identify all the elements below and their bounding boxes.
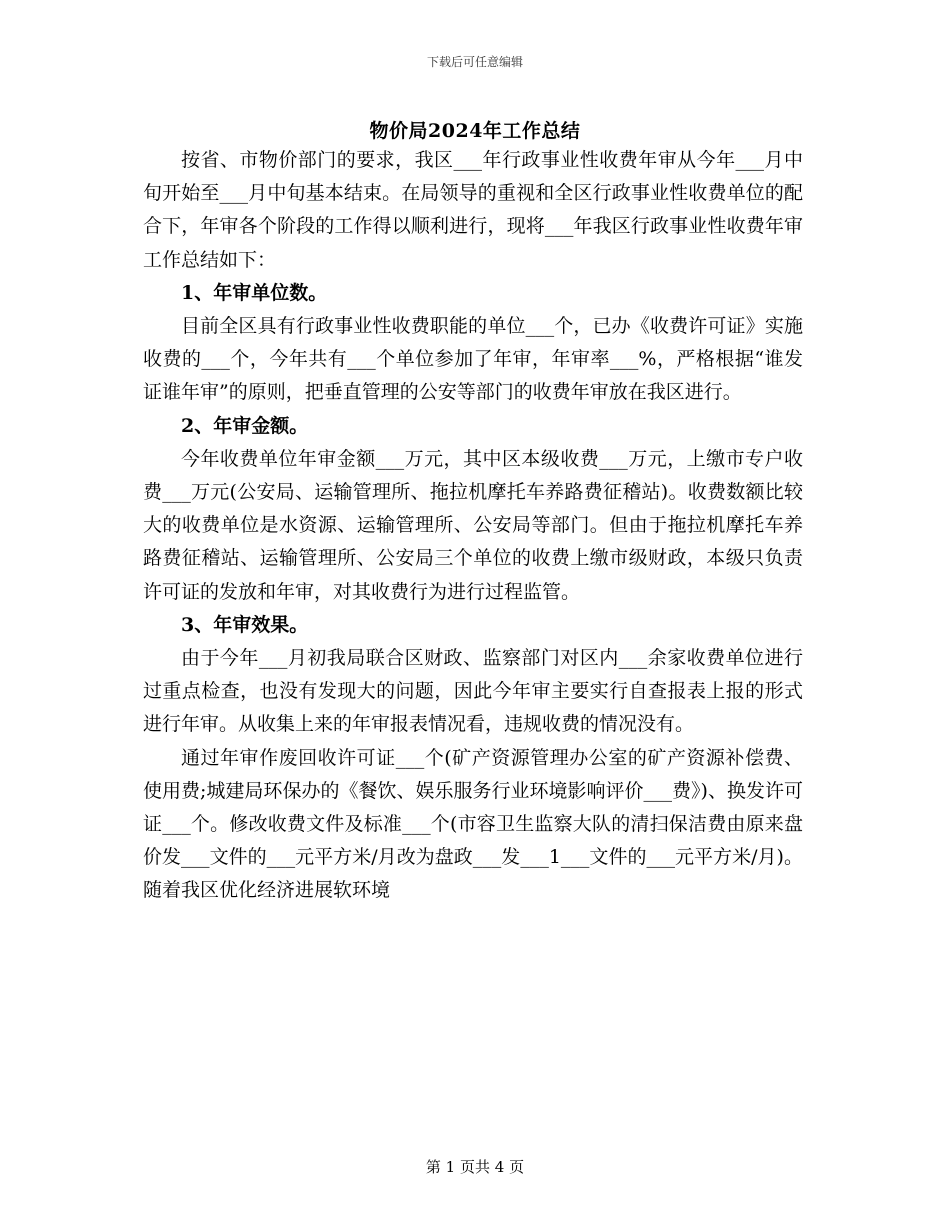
section-heading-2: 2、年审金额。 [181,414,309,437]
section-3-paragraph: 由于今年___月初我局联合区财政、监察部门对区内___余家收费单位进行过重点检查，也没有发现大的问题，因此今年审主要实行自查报表上报的形式进行年审。从收集上来的年审报表情况看，违规收费的情况没有。 [143,647,803,736]
document-body [143,144,803,908]
page-footer: 第 1 页共 4 页 [425,1158,525,1176]
section-3-paragraph-2: 通过年审作废回收许可证___个(矿产资源管理办公室的矿产资源补偿费、使用费;城建局环保办的《餐饮、娱乐服务行业环境影响评价___费》)、换发许可证___个。修改收费文件及标准___个(市容卫生监察大队的清扫保洁费由原来盘价发___文件的___元平方米/月改为盘政___发___1___文件的___元平方米/月)。随着我区优化经济进展软环境 [143,746,803,902]
section-2-paragraph: 今年收费单位年审金额___万元，其中区本级收费___万元，上缴市专户收费___万元(公安局、运输管理所、拖拉机摩托车养路费征稽站)。收费数额比较大的收费单位是水资源、运输管理所、公安局等部门。但由于拖拉机摩托车养路费征稽站、运输管理所、公安局三个单位的收费上缴市级财政，本级只负责许可证的发放和年审，对其收费行为进行过程监管。 [143,447,803,603]
section-heading-3: 3、年审效果。 [181,613,309,636]
section-1-paragraph: 目前全区具有行政事业性收费职能的单位___个，已办《收费许可证》实施收费的___个，今年共有___个单位参加了年审，年审率___%，严格根据“谁发证谁年审”的原则，把垂直管理的公安等部门的收费年审放在我区进行。 [143,315,803,404]
section-heading-1: 1、年审单位数。 [181,281,328,304]
document-title: 物价局2024年工作总结 [369,120,581,142]
header-note: 下载后可任意编辑 [426,55,523,69]
intro-paragraph: 按省、市物价部门的要求，我区___年行政事业性收费年审从今年___月中旬开始至___月中旬基本结束。在局领导的重视和全区行政事业性收费单位的配合下，年审各个阶段的工作得以顺利进行，现将___年我区行政事业性收费年审工作总结如下： [143,149,803,271]
